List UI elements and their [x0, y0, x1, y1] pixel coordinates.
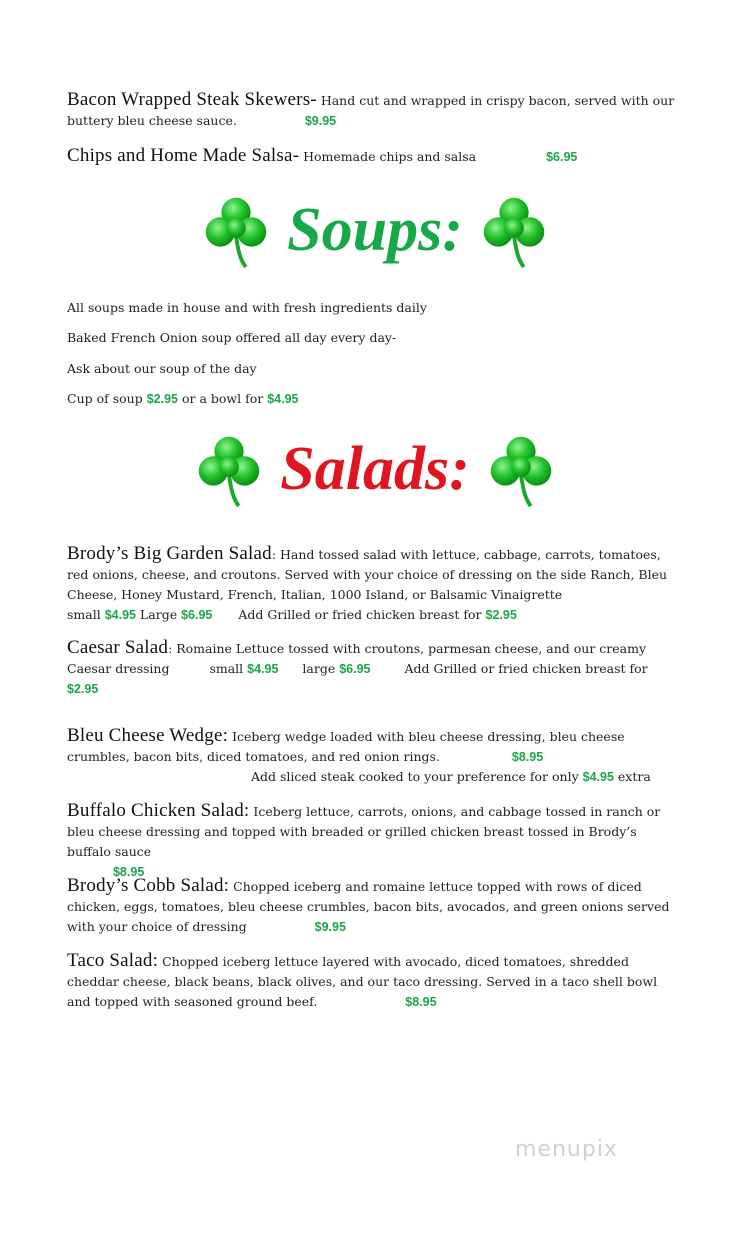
soup-line: Baked French Onion soup offered all day every day-: [67, 330, 397, 345]
menu-item-taco-salad: [67, 951, 677, 1012]
bowl-price: $4.95: [267, 392, 299, 406]
small-label: small: [67, 607, 101, 622]
item-desc: Iceberg lettuce, carrots, onions, and cabbage tossed in ranch or bleu cheese dressing and topped with breaded or grilled chicken breast tossed in Brody’s buffalo sauce: [67, 804, 661, 859]
soup-line: All soups made in house and with fresh ingredients daily: [67, 300, 427, 315]
item-name: Caesar Salad: [67, 637, 169, 658]
cup-text: Cup of soup: [67, 391, 143, 406]
item-price: $9.95: [304, 114, 337, 128]
shamrock-icon: [480, 428, 562, 510]
small-price: $4.95: [104, 608, 136, 622]
small-price: $4.95: [247, 662, 279, 676]
addon-text: Add Grilled or fried chicken breast for: [404, 661, 648, 676]
large-label: large: [302, 661, 336, 676]
soups-heading: Soups:: [287, 195, 463, 264]
menu-item-bleu-cheese-wedge: [67, 726, 677, 787]
salads-heading: Salads:: [280, 434, 470, 503]
salads-heading-row: [0, 424, 750, 514]
item-desc: Hand cut and wrapped in crispy bacon, served with our buttery bleu cheese sauce.: [67, 93, 675, 128]
addon-price: $2.95: [485, 608, 517, 622]
large-label: Large: [139, 607, 178, 622]
item-price: $6.95: [546, 150, 578, 164]
watermark: menupix: [515, 1137, 618, 1162]
menu-item-buffalo-chicken-salad: [67, 801, 677, 882]
item-desc: Chopped iceberg and romaine lettuce topped with rows of diced chicken, eggs, tomatoes, bleu cheese crumbles, bacon bits, avocados, and green onions served with your choice of dressing: [67, 879, 670, 934]
addon-price: $2.95: [67, 682, 99, 696]
item-price: $9.95: [314, 920, 346, 934]
item-desc: Iceberg wedge loaded with bleu cheese dressing, bleu cheese crumbles, bacon bits, diced tomatoes, and red onion rings.: [67, 729, 625, 764]
shamrock-icon: [195, 189, 277, 271]
cup-price: $2.95: [146, 392, 178, 406]
soups-heading-row: [0, 185, 750, 275]
item-desc: : Hand tossed salad with lettuce, cabbage, carrots, tomatoes, red onions, cheese, and croutons. Served with your choice of dressing on the side Ranch, Bleu Cheese, Honey Mustard, French, Italian, 1000 Island, or Balsamic Vinaigrette: [67, 547, 668, 602]
addon-price: $4.95: [582, 770, 614, 784]
item-price: $8.95: [511, 750, 544, 764]
bowl-text: or a bowl for: [181, 391, 264, 406]
shamrock-icon: [473, 189, 555, 271]
item-name: Brody’s Cobb Salad:: [67, 875, 230, 896]
item-name: Bleu Cheese Wedge:: [67, 725, 229, 746]
menu-item-garden-salad: [67, 544, 677, 625]
large-price: $6.95: [181, 608, 213, 622]
addon-suffix: extra: [617, 769, 651, 784]
item-desc: Chopped iceberg lettuce layered with avocado, diced tomatoes, shredded cheddar cheese, black beans, black olives, and our taco dressing. Served in a taco shell bowl and topped with seasoned ground beef.: [67, 954, 658, 1009]
small-label: small: [209, 661, 244, 676]
large-price: $6.95: [339, 662, 371, 676]
soup-prices: [67, 389, 298, 409]
menu-item-cobb-salad: [67, 876, 677, 937]
item-desc: Homemade chips and salsa: [303, 149, 477, 164]
item-name: Taco Salad:: [67, 950, 159, 971]
menu-item-chips-salsa: [67, 146, 677, 167]
item-name: Brody’s Big Garden Salad: [67, 543, 272, 564]
menu-item-steak-skewers: [67, 90, 677, 131]
item-name: Chips and Home Made Salsa-: [67, 145, 300, 166]
soup-line: Ask about our soup of the day: [67, 361, 257, 376]
item-desc: : Romaine Lettuce tossed with croutons, parmesan cheese, and our creamy Caesar dressing: [67, 641, 647, 676]
addon-text: Add sliced steak cooked to your preference for only: [250, 769, 579, 784]
item-name: Bacon Wrapped Steak Skewers-: [67, 89, 317, 110]
item-price: $8.95: [112, 865, 145, 879]
addon-text: Add Grilled or fried chicken breast for: [238, 607, 482, 622]
item-price: $8.95: [405, 995, 437, 1009]
shamrock-icon: [188, 428, 270, 510]
item-name: Buffalo Chicken Salad:: [67, 800, 250, 821]
menu-item-caesar-salad: [67, 638, 677, 699]
